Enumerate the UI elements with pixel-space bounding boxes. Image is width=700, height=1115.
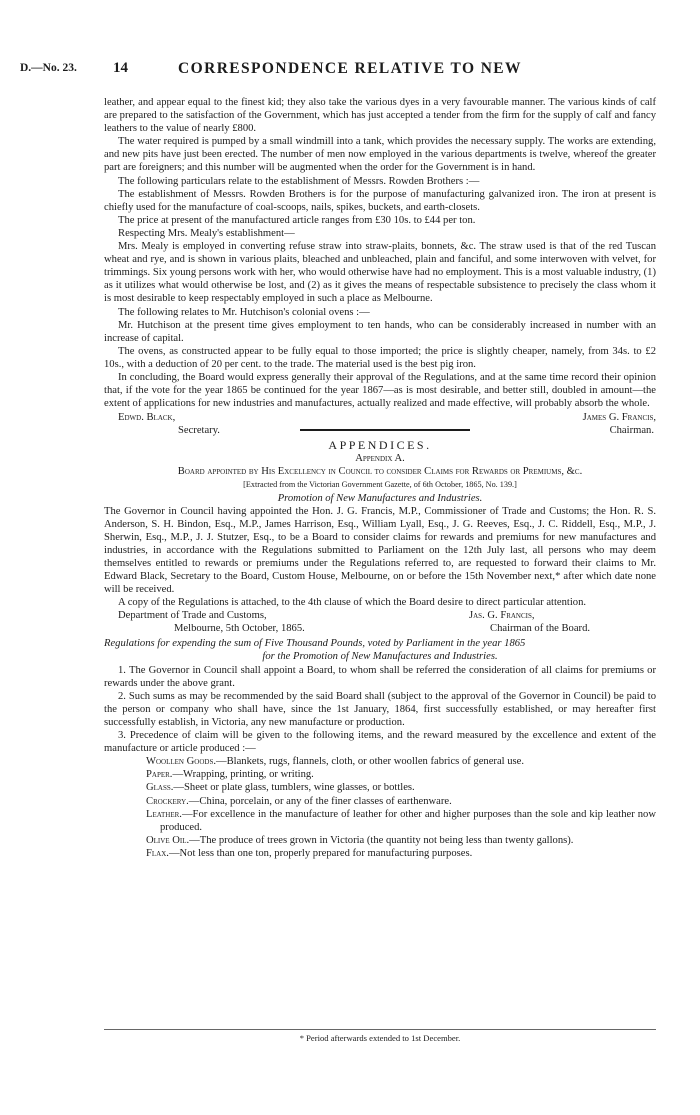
item-text: —For excellence in the manufacture of leather for other and higher purposes than the sole and kip leather now produced.: [160, 808, 656, 833]
item-label: Glass.: [146, 782, 174, 794]
regulations-heading-cont: for the Promotion of New Manufactures and Industries.: [262, 651, 498, 663]
appendix-label: Appendix A.: [355, 453, 405, 465]
footnote: * Period afterwards extended to 1st December.: [299, 1033, 461, 1043]
secretary-name: Edwd. Black,: [118, 412, 176, 424]
item-label: Olive Oil.: [146, 834, 190, 846]
list-item: [104, 847, 656, 860]
list-item: [104, 834, 656, 847]
appendices-heading: APPENDICES.: [328, 438, 432, 453]
item-text: —Not less than one ton, properly prepared for manufacturing purposes.: [168, 847, 473, 859]
item-text: —China, porcelain, or any of the finer classes of earthenware.: [188, 795, 452, 807]
page-header: [20, 60, 680, 78]
notice-paragraph: A copy of the Regulations is attached, to the 4th clause of which the Board desire to direct particular attention.: [118, 597, 587, 609]
regulation-1: 1. The Governor in Council shall appoint a Board, to whom shall be referred the consideration of all claims for premiums or rewards under the above grant.: [104, 664, 656, 689]
notice-signatures: [104, 609, 656, 637]
department-line: Department of Trade and Customs,: [118, 610, 267, 622]
signatory-name: Jas. G. Francis,: [469, 610, 535, 622]
item-text: —Wrapping, printing, or writing.: [172, 769, 314, 781]
item-label: Paper.: [146, 769, 173, 781]
paragraph: The price at present of the manufactured article ranges from £30 10s. to £44 per ton.: [118, 214, 476, 226]
paragraph: Mrs. Mealy is employed in converting refuse straw into straw-plaits, bonnets, &c. The straw used is that of the red Tuscan wheat and rye, and is shown in various plaits, bleached and unbleached, plain and fanciful, and some interwoven with velvet, for trimmings. Six young persons work with her, who would otherwise have had no employment. This is a most valuable industry, (1) as it utilizes what would otherwise be lost, and (2) as it gives the means of respectable subsistence to precisely the class whom it is most desirable to keep respectably employed in such a place as Melbourne.: [104, 241, 656, 305]
item-label: Woollen Goods.: [146, 756, 216, 768]
report-signatures: [104, 411, 656, 439]
board-title: Board appointed by His Excellency in Council to consider Claims for Rewards or Premiums, &c.: [177, 466, 583, 478]
paragraph: The establishment of Messrs. Rowden Brothers is for the purpose of manufacturing galvanized iron. The iron at present is chiefly used for the manufacture of coal-scoops, nails, spikes, buckets, and earth-closets.: [104, 188, 656, 213]
list-item: [104, 781, 656, 794]
secretary-title: Secretary.: [178, 425, 220, 437]
paragraph: In concluding, the Board would express generally their approval of the Regulations, and at the same time record their opinion that, if the vote for the year 1865 be continued for the year 1867—as is most desirable, and better still, doubled in amount—the extent of applications for new industries and manufactures, actually realized and made effective, will probably absorb the whole.: [104, 371, 656, 410]
page-body: [104, 96, 656, 860]
date-line: Melbourne, 5th October, 1865.: [174, 623, 305, 635]
list-item: [104, 795, 656, 808]
paragraph: leather, and appear equal to the finest kid; they also take the various dyes in a very favourable manner. The various kinds of calf are prepared to the satisfaction of the Government, which has just accepted a tender from the firm for the supply of calf and fancy leathers to the value of nearly £800.: [104, 97, 656, 135]
list-item: [104, 808, 656, 834]
signatory-title: Chairman of the Board.: [490, 623, 591, 635]
item-label: Crockery.: [146, 795, 189, 807]
chairman-name: James G. Francis,: [582, 412, 656, 424]
paragraph: The ovens, as constructed appear to be fully equal to those imported; the price is slightly cheaper, namely, from 34s. to £2 10s., with a deduction of 20 per cent. to the trade. The material used is the best pig iron.: [104, 345, 656, 370]
page-number: 14: [113, 60, 128, 76]
list-item: [104, 768, 656, 781]
item-label: Leather.: [146, 808, 182, 820]
paragraph: Mr. Hutchison at the present time gives employment to ten hands, who can be considerably increased in number with an increase of capital.: [104, 319, 656, 344]
paragraph: The following particulars relate to the establishment of Messrs. Rowden Brothers :—: [118, 175, 480, 187]
paragraph: The water required is pumped by a small windmill into a tank, which provides the necessary supply. The works are extending, and new pits have just been erected. The number of men now employed in the various departments is twelve, whereof the greater part are foreigners; and this number will be augmented when the order for the Government is in hand.: [104, 136, 656, 174]
item-text: —Blankets, rugs, flannels, cloth, or other woollen fabrics of general use.: [216, 756, 525, 768]
item-text: —Sheet or plate glass, tumblers, wine glasses, or bottles.: [173, 782, 415, 794]
section-divider: [300, 429, 470, 431]
paragraph: The following relates to Mr. Hutchison's colonial ovens :—: [118, 306, 370, 318]
regulation-2: 2. Such sums as may be recommended by the said Board shall (subject to the approval of the Governor in Council) be paid to the person or company who shall have, since the 1st January, 1864, first successfully established, or may hereafter first successfully establish, in Victoria, any new manufacture or production.: [104, 690, 656, 728]
running-title: CORRESPONDENCE RELATIVE TO NEW: [178, 60, 522, 77]
regulation-3: 3. Precedence of claim will be given to the following items, and the reward measured by the excellence and extent of the manufacture or article produced :—: [104, 730, 656, 755]
footnote-divider: [104, 1029, 656, 1030]
extract-note: [Extracted from the Victorian Government Gazette, of 6th October, 1865, No. 139.]: [243, 480, 517, 490]
item-label: Flax.: [146, 847, 169, 859]
item-text: —The produce of trees grown in Victoria (the quantity not being less than twenty gallons).: [189, 834, 574, 846]
chairman-title: Chairman.: [609, 425, 654, 437]
list-item: [104, 755, 656, 768]
notice-paragraph: The Governor in Council having appointed the Hon. J. G. Francis, M.P., Commissioner of Trade and Customs; the Hon. R. S. Anderson, S. H. Bindon, Esq., M.P., James Harrison, Esq., William Lyall, Esq., J. G. Reeves, Esq., J. C. Riddell, Esq., M.P., J. Sherwin, Esq., M.P., J. J. Stutzer, Esq., to be a Board to consider claims for rewards and premiums for new manufactures and industries, in accordance with the Regulations submitted to Parliament on the 12th July last, all persons who may deem themselves entitled to rewards or premiums under the Regulations referred to, are requested to forward their claims to Mr. Edward Black, Secretary to the Board, Custom House, Melbourne, on or before the 15th November next,* after which date none will be received.: [104, 505, 656, 596]
document-reference: D.—No. 23.: [20, 62, 77, 74]
subheading: Promotion of New Manufactures and Industries.: [277, 492, 483, 504]
regulations-heading: Regulations for expending the sum of Five Thousand Pounds, voted by Parliament in the year 1865: [104, 638, 526, 650]
paragraph: Respecting Mrs. Mealy's establishment—: [118, 227, 295, 239]
